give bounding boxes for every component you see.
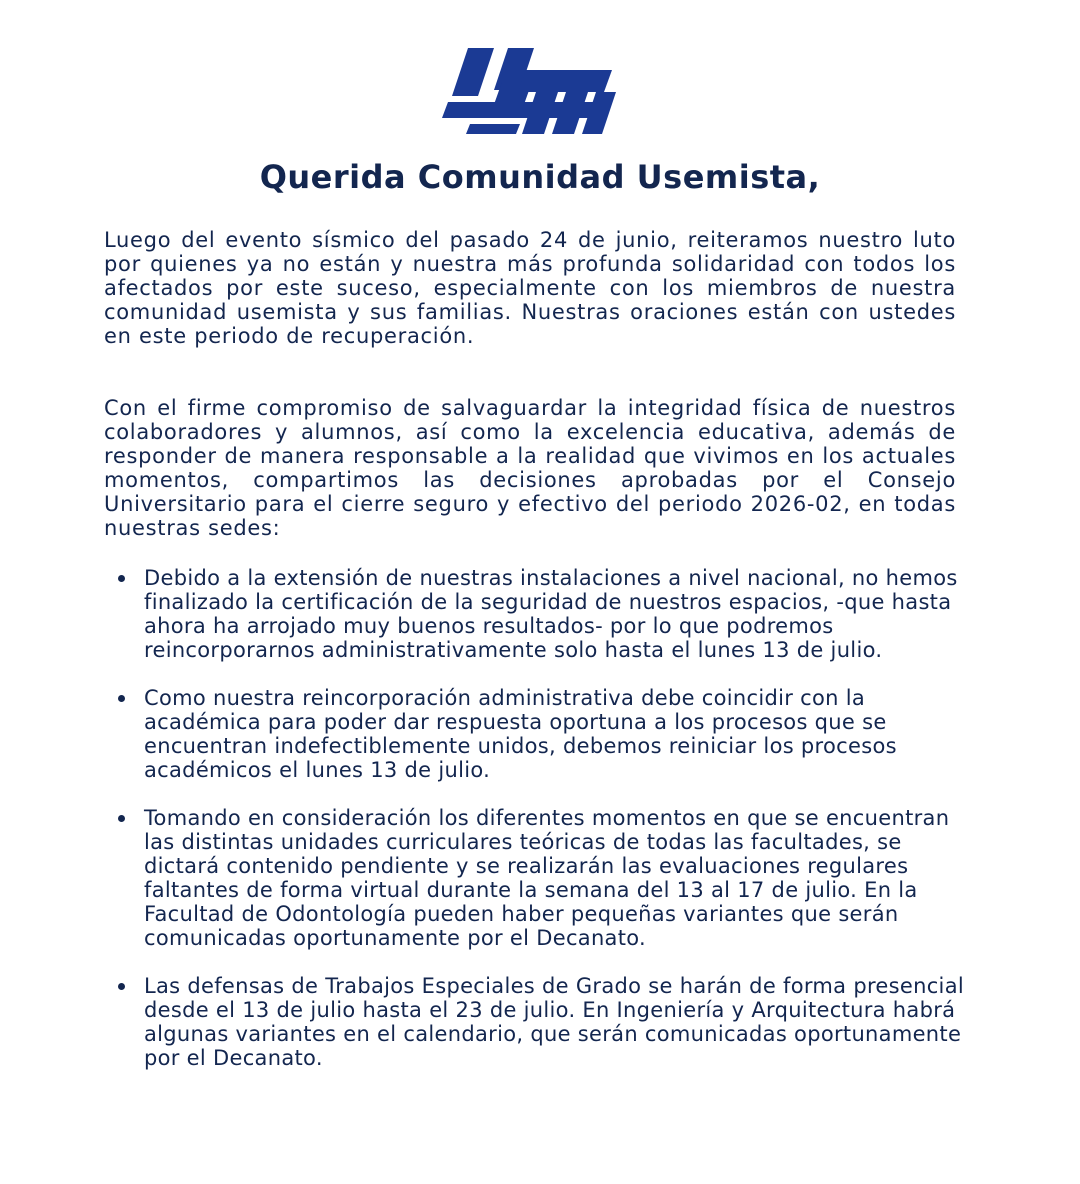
usm-logo — [440, 40, 620, 140]
logo-u-bottom — [466, 124, 520, 134]
list-item-text: Tomando en consideración los diferentes momentos en que se encuentran las distintas unidades curriculares teóricas de todas las facultades, se dictará contenido pendiente y se realizarán las evaluaciones regulares faltantes de forma virtual durante la semana del 13 al 17 de julio. En la Facultad de Odontología pueden haber pequeñas variantes que serán comunicadas oportunamente por el Decanato. — [144, 806, 950, 950]
logo-u-left-stroke — [452, 48, 494, 96]
list-item — [104, 806, 964, 950]
intro-paragraph: Luego del evento sísmico del pasado 24 de junio, reiteramos nuestro luto por quienes ya no están y nuestra más profunda solidaridad con todos los afectados por este suceso, especialmente con los miembros de nuestra comunidad usemista y sus familias. Nuestras oraciones están con ustedes en este periodo de recuperación. — [104, 228, 956, 348]
decisions-list — [104, 566, 964, 1094]
logo-m-top — [518, 70, 612, 92]
bullet-icon — [118, 815, 125, 822]
list-item-text: Como nuestra reincorporación administrativa debe coincidir con la académica para poder dar respuesta oportuna a los procesos que se encuentran indefectiblemente unidos, debemos reiniciar los procesos académicos el lunes 13 de julio. — [144, 686, 897, 782]
commitment-paragraph: Con el firme compromiso de salvaguardar la integridad física de nuestros colaboradores y alumnos, así como la excelencia educativa, además de responder de manera responsable a la realidad que vivimos en los actuales momentos, compartimos las decisiones aprobadas por el Consejo Universitario para el cierre seguro y efectivo del periodo 2026-02, en todas nuestras sedes: — [104, 396, 956, 540]
page-title: Querida Comunidad Usemista, — [259, 158, 821, 196]
list-item-text: Debido a la extensión de nuestras instalaciones a nivel nacional, no hemos finalizado la certificación de la seguridad de nuestros espacios, -que hasta ahora ha arrojado muy buenos resultados- por lo que podremos reincorporarnos administrativamente solo hasta el lunes 13 de julio. — [144, 566, 958, 662]
list-item-text: Las defensas de Trabajos Especiales de Grado se harán de forma presencial desde el 13 de julio hasta el 23 de julio. En Ingeniería y Arquitectura habrá algunas variantes en el calendario, que serán comunicadas oportunamente por el Decanato. — [144, 974, 964, 1070]
bullet-icon — [118, 575, 125, 582]
list-item — [104, 686, 964, 782]
list-item — [104, 566, 964, 662]
list-item — [104, 974, 964, 1070]
bullet-icon — [118, 983, 125, 990]
bullet-icon — [118, 695, 125, 702]
